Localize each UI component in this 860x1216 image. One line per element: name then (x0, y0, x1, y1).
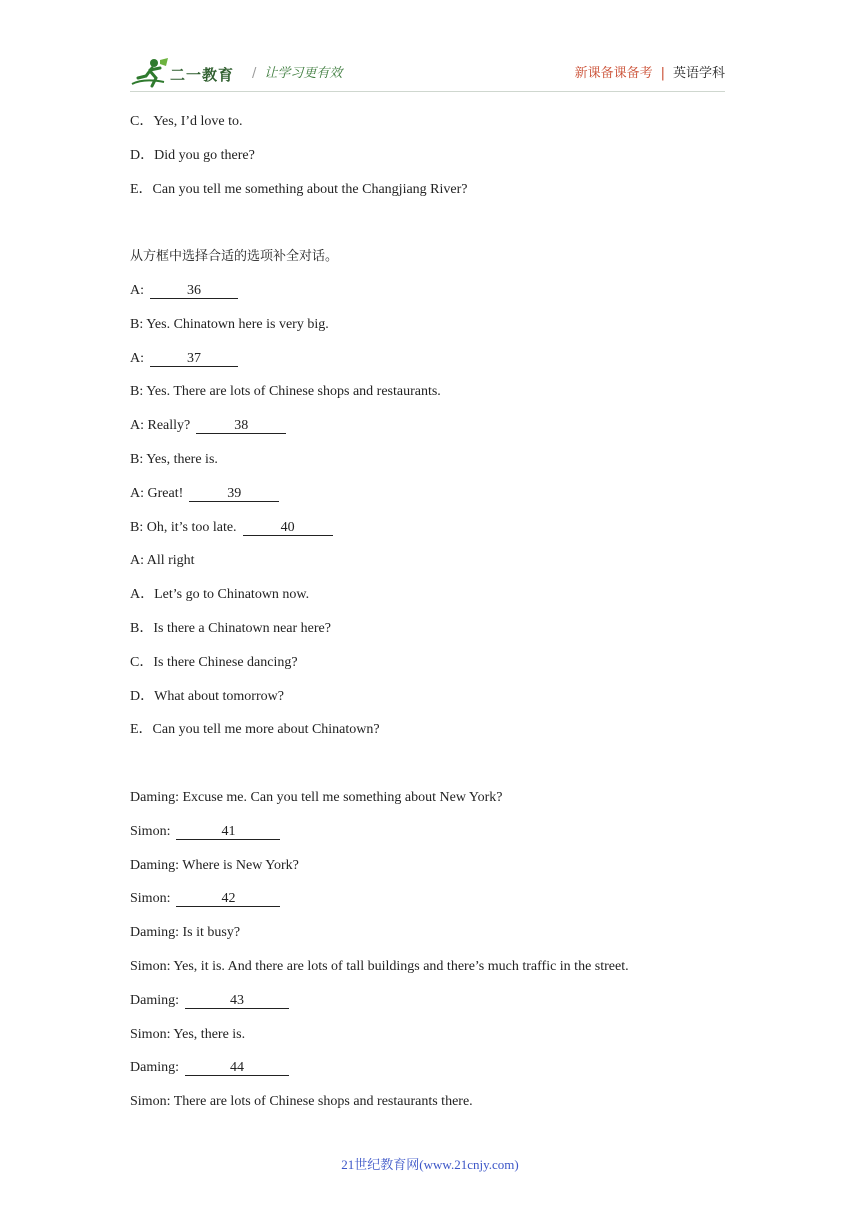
dialogue-line (130, 416, 730, 450)
logo-text: 二一教育 (170, 66, 235, 84)
speaker: Simon: (130, 891, 171, 907)
option-e: E．Can you tell me more about Chinatown? (130, 722, 380, 738)
option-c: C．Is there Chinese dancing? (130, 654, 298, 670)
header-subject (575, 62, 725, 81)
subject-label: 英语学科 (672, 66, 725, 81)
instruction: 从方框中选择合适的选项补全对话。 (130, 249, 339, 265)
speaker: Daming: (130, 992, 179, 1008)
answer-blank-43: 43 (185, 993, 289, 1009)
header-separator: | (660, 66, 665, 81)
brand-logo (130, 56, 245, 90)
speaker: A: Really? (130, 418, 191, 434)
answer-blank-37: 37 (150, 351, 238, 367)
dialogue-line: Simon: Yes, it is. And there are lots of tall buildings and there’s much traffic in the street. (130, 958, 629, 974)
speaker: B: Oh, it’s too late. (130, 519, 237, 535)
dialogue-line: B: Yes. Chinatown here is very big. (130, 316, 329, 332)
speaker: A: (130, 282, 144, 298)
slogan-text: 让学习更有效 (264, 66, 343, 81)
dialogue-line (130, 822, 730, 856)
dialogue-line: B: Yes, there is. (130, 451, 218, 467)
answer-blank-42: 42 (176, 891, 280, 907)
dialogue-line: Daming: Where is New York? (130, 857, 299, 873)
document-body (130, 112, 730, 1126)
page-footer: 21世纪教育网(www.21cnjy.com) (341, 1157, 519, 1172)
answer-blank-44: 44 (185, 1060, 289, 1076)
answer-blank-40: 40 (243, 520, 333, 536)
speaker: Daming: (130, 1060, 179, 1076)
speaker: Simon: (130, 823, 171, 839)
slogan (252, 62, 342, 81)
option-c: C．Yes, I’d love to. (130, 114, 243, 129)
dialogue-line: Simon: There are lots of Chinese shops and restaurants there. (130, 1094, 473, 1110)
header-rule (130, 91, 725, 92)
answer-blank-41: 41 (176, 824, 280, 840)
option-d: D．What about tomorrow? (130, 688, 284, 704)
header-tagline: 新课备课备考 (574, 66, 653, 81)
option-a: A．Let’s go to Chinatown now. (130, 587, 310, 603)
dialogue-line: Daming: Excuse me. Can you tell me something about New York? (130, 789, 503, 805)
answer-blank-36: 36 (150, 283, 238, 299)
dialogue-line (130, 518, 730, 552)
dialogue-line (130, 484, 730, 518)
option-d: D．Did you go there? (130, 147, 255, 163)
dialogue-line: Daming: Is it busy? (130, 925, 241, 941)
dialogue-line: B: Yes. There are lots of Chinese shops and restaurants. (130, 384, 441, 400)
dialogue-line (130, 281, 730, 315)
answer-blank-39: 39 (189, 486, 279, 502)
page-header (130, 56, 725, 92)
answer-blank-38: 38 (196, 418, 286, 434)
dialogue-line: A: All right (130, 553, 195, 569)
dialogue-line (130, 991, 730, 1025)
dialogue-line: Simon: Yes, there is. (130, 1026, 246, 1042)
dialogue-line (130, 349, 730, 383)
slogan-divider: / (252, 66, 257, 81)
dialogue-line (130, 1058, 730, 1092)
option-e: E．Can you tell me something about the Changjiang River? (130, 181, 468, 197)
option-b: B．Is there a Chinatown near here? (130, 620, 331, 636)
dialogue-line (130, 889, 730, 923)
speaker: A: (130, 350, 144, 366)
runner-logo-icon (130, 56, 170, 90)
speaker: A: Great! (130, 485, 184, 501)
